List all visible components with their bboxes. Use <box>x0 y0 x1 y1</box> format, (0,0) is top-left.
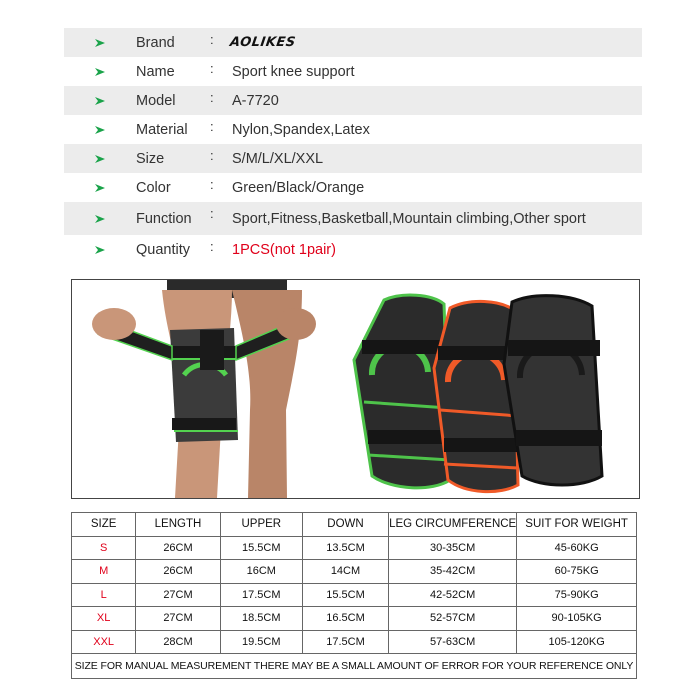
spec-row-name <box>64 57 642 86</box>
column-header: LENGTH <box>136 513 220 537</box>
table-note-row <box>72 654 637 679</box>
table-cell: 26CM <box>136 560 220 584</box>
table-cell: 15.5CM <box>302 583 388 607</box>
table-cell: 90-105KG <box>517 607 637 631</box>
table-cell: 57-63CM <box>389 630 517 654</box>
table-cell: 35-42CM <box>389 560 517 584</box>
spec-value: Sport knee support <box>232 63 355 80</box>
table-cell: 27CM <box>136 607 220 631</box>
table-cell: 105-120KG <box>517 630 637 654</box>
table-cell: 13.5CM <box>302 536 388 560</box>
table-cell: 60-75KG <box>517 560 637 584</box>
spec-label: Size <box>136 150 165 167</box>
brand-logo: AOLIKES <box>228 35 297 50</box>
green-arrow-icon <box>94 124 106 136</box>
spec-label: Material <box>136 121 188 138</box>
spec-value: A-7720 <box>232 92 279 109</box>
spec-row-quantity <box>64 235 642 264</box>
table-header-row <box>72 513 637 537</box>
size-cell: XL <box>72 607 136 631</box>
table-row <box>72 607 637 631</box>
spec-value-highlight: 1PCS(not 1pair) <box>232 241 336 258</box>
green-arrow-icon <box>94 95 106 107</box>
size-cell: M <box>72 560 136 584</box>
spec-label: Color <box>136 179 171 196</box>
table-cell: 18.5CM <box>220 607 302 631</box>
spec-colon: : <box>210 177 214 192</box>
orange-brace-illustration <box>434 301 518 491</box>
spec-row-model <box>64 86 642 115</box>
spec-value: S/M/L/XL/XXL <box>232 150 324 167</box>
spec-value: Nylon,Spandex,Latex <box>232 121 370 138</box>
table-cell: 16CM <box>220 560 302 584</box>
spec-row-function <box>64 202 642 235</box>
spec-value: Sport,Fitness,Basketball,Mountain climbing,Other sport <box>232 210 586 227</box>
table-cell: 19.5CM <box>220 630 302 654</box>
measurement-note: SIZE FOR MANUAL MEASUREMENT THERE MAY BE A SMALL AMOUNT OF ERROR FOR YOUR REFERENCE ONLY <box>72 654 637 679</box>
spec-row-color <box>64 173 642 202</box>
size-cell: S <box>72 536 136 560</box>
column-header: SUIT FOR WEIGHT <box>517 513 637 537</box>
green-arrow-icon <box>94 153 106 165</box>
table-row <box>72 583 637 607</box>
column-header: DOWN <box>302 513 388 537</box>
column-header: LEG CIRCUMFERENCE <box>389 513 517 537</box>
table-cell: 16.5CM <box>302 607 388 631</box>
spec-colon: : <box>210 206 214 221</box>
table-row <box>72 560 637 584</box>
spec-colon: : <box>210 239 214 254</box>
green-arrow-icon <box>94 182 106 194</box>
table-cell: 26CM <box>136 536 220 560</box>
table-cell: 27CM <box>136 583 220 607</box>
table-cell: 75-90KG <box>517 583 637 607</box>
knee-support-illustration <box>72 280 639 498</box>
spec-colon: : <box>210 90 214 105</box>
green-arrow-icon <box>94 213 106 225</box>
size-chart-table <box>71 512 637 679</box>
table-row <box>72 536 637 560</box>
green-arrow-icon <box>94 66 106 78</box>
green-arrow-icon <box>94 244 106 256</box>
black-brace-illustration <box>504 296 602 485</box>
table-row <box>72 630 637 654</box>
green-arrow-icon <box>94 37 106 49</box>
table-cell: 28CM <box>136 630 220 654</box>
table-cell: 52-57CM <box>389 607 517 631</box>
table-cell: 45-60KG <box>517 536 637 560</box>
spec-label: Brand <box>136 34 175 51</box>
table-cell: 17.5CM <box>220 583 302 607</box>
table-cell: 15.5CM <box>220 536 302 560</box>
spec-label: Model <box>136 92 176 109</box>
spec-label: Name <box>136 63 175 80</box>
spec-row-brand <box>64 28 642 57</box>
spec-colon: : <box>210 148 214 163</box>
column-header: SIZE <box>72 513 136 537</box>
spec-label: Quantity <box>136 241 190 258</box>
model-legs-illustration <box>92 280 316 498</box>
spec-row-material <box>64 115 642 144</box>
size-cell: L <box>72 583 136 607</box>
spec-colon: : <box>210 61 214 76</box>
table-cell: 42-52CM <box>389 583 517 607</box>
size-cell: XXL <box>72 630 136 654</box>
spec-colon: : <box>210 119 214 134</box>
spec-list <box>64 28 642 264</box>
table-cell: 17.5CM <box>302 630 388 654</box>
table-cell: 14CM <box>302 560 388 584</box>
column-header: UPPER <box>220 513 302 537</box>
spec-row-size <box>64 144 642 173</box>
spec-colon: : <box>210 32 214 47</box>
product-photo <box>71 279 640 499</box>
table-cell: 30-35CM <box>389 536 517 560</box>
spec-value: Green/Black/Orange <box>232 179 365 196</box>
spec-label: Function <box>136 210 192 227</box>
